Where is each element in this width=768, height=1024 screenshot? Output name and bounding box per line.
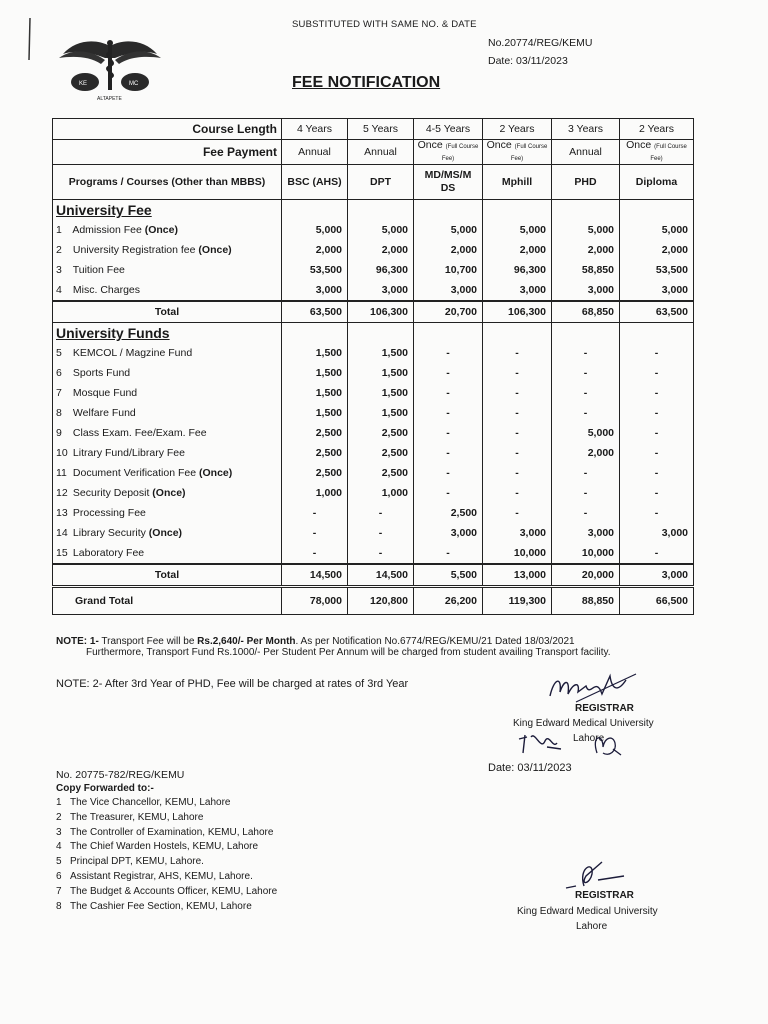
copy-forwarded-item (56, 900, 277, 915)
fee-row-suffix: (Once) (148, 527, 183, 539)
fee-value-cell: 5,000 (282, 220, 348, 240)
fee-value-cell: - (620, 423, 694, 443)
university-funds-total-value: 5,500 (414, 564, 483, 587)
fee-value-cell: 2,000 (483, 240, 552, 260)
university-fee-total-label: Total (53, 301, 282, 323)
fee-row-label: Litrary Fund/Library Fee (72, 447, 185, 459)
note-1-line-2: Furthermore, Transport Fund Rs.1000/- Per Student Per Annum will be charged from student availing Transport facility. (86, 647, 611, 658)
fee-row-label: Misc. Charges (72, 284, 141, 296)
fee-row-label: KEMCOL / Magzine Fund (72, 347, 193, 359)
fee-row (53, 383, 694, 403)
copy-forwarded-text: The Cashier Fee Section, KEMU, Lahore (70, 900, 252, 912)
fee-value-cell: - (552, 463, 620, 483)
copy-forwarded-text: The Chief Warden Hostels, KEMU, Lahore (70, 841, 259, 853)
fee-value-cell: 3,000 (348, 280, 414, 301)
note-2: NOTE: 2- After 3rd Year of PHD, Fee will be charged at rates of 3rd Year (56, 678, 409, 690)
fee-payment-label: Fee Payment (53, 140, 282, 165)
fee-row-label: Class Exam. Fee/Exam. Fee (72, 427, 207, 439)
program-name: Diploma (620, 165, 694, 200)
fee-value-cell: - (483, 343, 552, 363)
fee-value-cell: - (620, 503, 694, 523)
fee-payment-cell (620, 140, 694, 165)
program-name: Mphill (483, 165, 552, 200)
fee-value-cell: - (483, 363, 552, 383)
fee-row-suffix: (Once) (144, 224, 178, 236)
fee-row (53, 503, 694, 523)
fee-value-cell: - (348, 503, 414, 523)
fee-value-cell: - (483, 383, 552, 403)
fee-value-cell: 2,000 (552, 240, 620, 260)
fee-row (53, 220, 694, 240)
university-fee-total-value: 20,700 (414, 301, 483, 323)
fee-value-cell: - (552, 403, 620, 423)
fee-value-cell: 96,300 (348, 260, 414, 280)
copy-forwarded-number: 2 (56, 811, 62, 823)
registrar-title-1: REGISTRAR (575, 703, 634, 714)
university-fee-title-row (53, 200, 694, 221)
copy-forwarded-number: 7 (56, 885, 62, 897)
fee-value-cell: 3,000 (483, 280, 552, 301)
copy-forwarded-number: 6 (56, 870, 62, 882)
fee-value-cell: - (414, 423, 483, 443)
page-title: FEE NOTIFICATION (292, 74, 441, 91)
note-1-text-b: . As per Notification No.6774/REG/KEMU/21 Dated 18/03/2021 (295, 636, 575, 647)
course-length-cell: 2 Years (620, 119, 694, 140)
fee-value-cell: 1,500 (348, 343, 414, 363)
course-length-cell: 4-5 Years (414, 119, 483, 140)
university-funds-total-label: Total (53, 564, 282, 587)
fee-row (53, 483, 694, 503)
fee-value-cell: 1,000 (348, 483, 414, 503)
fee-label-cell (53, 220, 282, 240)
copy-forwarded-item (56, 796, 277, 811)
copy-forwarded-list (56, 796, 277, 914)
program-name: DPT (348, 165, 414, 200)
fee-value-cell: - (483, 443, 552, 463)
reference-date: Date: 03/11/2023 (488, 55, 568, 67)
fee-value-cell: 1,500 (348, 363, 414, 383)
fee-value-cell: 3,000 (483, 523, 552, 543)
fee-value-cell: 2,000 (282, 240, 348, 260)
fee-value-cell: - (282, 503, 348, 523)
copy-forwarded-number: 4 (56, 841, 62, 853)
university-funds-total-value: 14,500 (348, 564, 414, 587)
registrar-city-2: Lahore (576, 921, 608, 932)
grand-total-value: 119,300 (483, 587, 552, 615)
fee-value-cell: 53,500 (620, 260, 694, 280)
fee-value-cell: 3,000 (552, 523, 620, 543)
fee-value-cell: 5,000 (483, 220, 552, 240)
fee-value-cell: 2,500 (282, 443, 348, 463)
fee-value-cell: - (282, 543, 348, 564)
fee-row (53, 543, 694, 564)
fee-value-cell: - (620, 403, 694, 423)
fee-row-number: 13 (56, 507, 68, 519)
fee-label-cell (53, 240, 282, 260)
registrar-city-1: Lahore (573, 733, 605, 744)
fee-row-number: 3 (56, 264, 62, 276)
fee-value-cell: 1,500 (282, 383, 348, 403)
fee-value-cell: 3,000 (620, 280, 694, 301)
course-length-cell: 4 Years (282, 119, 348, 140)
fee-value-cell: 2,500 (414, 503, 483, 523)
university-funds-title: University Funds (56, 325, 170, 341)
fee-row-label: Tuition Fee (72, 264, 125, 276)
fee-payment-value: Once (486, 139, 512, 151)
fee-row-label: Laboratory Fee (72, 547, 145, 559)
forward-number: No. 20775-782/REG/KEMU (56, 769, 185, 781)
svg-text:MC: MC (129, 81, 139, 87)
university-funds-total-value: 20,000 (552, 564, 620, 587)
note-1 (56, 636, 575, 647)
fee-row (53, 403, 694, 423)
fee-value-cell: - (483, 463, 552, 483)
copy-forwarded-item (56, 855, 277, 870)
fee-row-label: Library Security (72, 527, 146, 539)
fee-value-cell: 1,500 (282, 343, 348, 363)
fee-row-number: 6 (56, 367, 62, 379)
fee-row-label: Sports Fund (72, 367, 131, 379)
fee-value-cell: 2,500 (348, 423, 414, 443)
fee-value-cell: - (414, 483, 483, 503)
programs-label: Programs / Courses (Other than MBBS) (53, 165, 282, 200)
fee-value-cell: - (620, 443, 694, 463)
university-fee-total-value: 63,500 (282, 301, 348, 323)
fee-value-cell: 5,000 (348, 220, 414, 240)
registrar-university-1: King Edward Medical University (513, 718, 654, 729)
university-fee-total-value: 63,500 (620, 301, 694, 323)
fee-payment-cell: Annual (552, 140, 620, 165)
fee-row-suffix: (Once) (199, 467, 233, 479)
fee-payment-note: (Full Course Fee) (441, 144, 479, 162)
course-length-row (53, 119, 694, 140)
fee-row-number: 10 (56, 447, 68, 459)
fee-row (53, 363, 694, 383)
note-1-transport-fee: Rs.2,640/- Per Month (197, 636, 296, 647)
university-funds-total-value: 13,000 (483, 564, 552, 587)
copy-forwarded-text: The Treasurer, KEMU, Lahore (70, 811, 204, 823)
fee-value-cell: - (414, 363, 483, 383)
fee-value-cell: 10,000 (552, 543, 620, 564)
course-length-label: Course Length (53, 119, 282, 140)
copy-forwarded-item (56, 826, 277, 841)
fee-row-label: Document Verification Fee (72, 467, 197, 479)
copy-forwarded-text: The Budget & Accounts Officer, KEMU, Lahore (70, 885, 278, 897)
fee-value-cell: 3,000 (620, 523, 694, 543)
substituted-note: SUBSTITUTED WITH SAME NO. & DATE (292, 19, 477, 30)
grand-total (53, 587, 694, 615)
fee-value-cell: 2,000 (414, 240, 483, 260)
copy-forwarded-item (56, 885, 277, 900)
fee-value-cell: - (552, 363, 620, 383)
fee-payment-cell (414, 140, 483, 165)
fee-value-cell: 10,700 (414, 260, 483, 280)
fee-row-number: 8 (56, 407, 62, 419)
copy-forwarded-item (56, 811, 277, 826)
fee-value-cell: 2,500 (282, 423, 348, 443)
fee-value-cell: 5,000 (620, 220, 694, 240)
fee-label-cell (53, 383, 282, 403)
fee-row-label: Security Deposit (72, 487, 150, 499)
university-fee-total-value: 106,300 (348, 301, 414, 323)
fee-value-cell: - (414, 383, 483, 403)
university-crest-logo (55, 32, 165, 102)
fee-row-number: 2 (56, 244, 62, 256)
fee-payment-note: (Full Course Fee) (510, 144, 548, 162)
course-length-cell: 2 Years (483, 119, 552, 140)
copy-forwarded-number: 5 (56, 856, 62, 868)
fee-value-cell: - (620, 463, 694, 483)
copy-forwarded-number: 3 (56, 826, 62, 838)
copy-forwarded-label: Copy Forwarded to:- (56, 783, 154, 794)
fee-value-cell: 2,000 (552, 443, 620, 463)
fee-value-cell: 58,850 (552, 260, 620, 280)
university-funds-total (53, 564, 694, 587)
fee-row (53, 343, 694, 363)
fee-value-cell: 1,500 (348, 403, 414, 423)
university-fee-total-value: 106,300 (483, 301, 552, 323)
fee-value-cell: - (552, 343, 620, 363)
fee-row-number: 11 (56, 467, 67, 479)
fee-value-cell: 53,500 (282, 260, 348, 280)
university-fee-total (53, 301, 694, 323)
fee-value-cell: 10,000 (483, 543, 552, 564)
fee-row-number: 14 (56, 527, 68, 539)
crest-motto: ALTAPETE (97, 96, 122, 102)
fee-value-cell: - (620, 383, 694, 403)
copy-forwarded-item (56, 870, 277, 885)
fee-value-cell: 5,000 (414, 220, 483, 240)
fee-label-cell (53, 363, 282, 383)
grand-total-value: 88,850 (552, 587, 620, 615)
grand-total-label: Grand Total (53, 587, 282, 615)
fee-label-cell (53, 503, 282, 523)
fee-row (53, 260, 694, 280)
fee-value-cell: 3,000 (414, 523, 483, 543)
fee-row-label: Processing Fee (72, 507, 146, 519)
fee-label-cell (53, 483, 282, 503)
fee-value-cell: - (620, 343, 694, 363)
fee-value-cell: 2,500 (348, 443, 414, 463)
fee-row-suffix: (Once) (152, 487, 186, 499)
fee-value-cell: 2,500 (282, 463, 348, 483)
fee-value-cell: - (414, 543, 483, 564)
fee-value-cell: - (620, 543, 694, 564)
fee-row (53, 443, 694, 463)
forward-date: Date: 03/11/2023 (488, 762, 572, 774)
fee-payment-cell (483, 140, 552, 165)
fee-value-cell: - (414, 343, 483, 363)
fee-value-cell: - (620, 483, 694, 503)
fee-value-cell: - (483, 423, 552, 443)
fee-payment-row (53, 140, 694, 165)
program-name: PHD (552, 165, 620, 200)
copy-forwarded-text: Principal DPT, KEMU, Lahore. (70, 856, 204, 868)
fee-value-cell: 2,500 (348, 463, 414, 483)
course-length-cell: 3 Years (552, 119, 620, 140)
course-length-cell: 5 Years (348, 119, 414, 140)
grand-total-value: 26,200 (414, 587, 483, 615)
fee-value-cell: - (414, 463, 483, 483)
university-funds-title-row (53, 323, 694, 344)
copy-forwarded-text: The Controller of Examination, KEMU, Lahore (70, 826, 274, 838)
fee-label-cell (53, 343, 282, 363)
grand-total-value: 120,800 (348, 587, 414, 615)
fee-label-cell (53, 443, 282, 463)
note-1-prefix: NOTE: 1- (56, 636, 99, 647)
fee-row-label: Admission Fee (72, 224, 142, 236)
fee-value-cell: - (620, 363, 694, 383)
copy-forwarded-text: The Vice Chancellor, KEMU, Lahore (70, 797, 231, 808)
fee-payment-cell: Annual (348, 140, 414, 165)
fee-payment-value: Once (417, 139, 443, 151)
note-1-text-a: Transport Fee will be (98, 636, 198, 647)
fee-label-cell (53, 523, 282, 543)
fee-value-cell: 1,500 (348, 383, 414, 403)
reference-number: No.20774/REG/KEMU (488, 37, 593, 49)
fee-value-cell: 3,000 (552, 280, 620, 301)
university-fee-title: University Fee (56, 202, 152, 218)
fee-value-cell: 3,000 (282, 280, 348, 301)
fee-label-cell (53, 280, 282, 301)
copy-forwarded-number: 8 (56, 900, 62, 912)
fee-row-number: 5 (56, 347, 62, 359)
fee-value-cell: - (552, 503, 620, 523)
fee-value-cell: 2,000 (620, 240, 694, 260)
fee-value-cell: 2,000 (348, 240, 414, 260)
fee-row-number: 15 (56, 547, 68, 559)
university-fee-total-value: 68,850 (552, 301, 620, 323)
fee-row (53, 280, 694, 301)
fee-value-cell: 1,500 (282, 363, 348, 383)
grand-total-value: 66,500 (620, 587, 694, 615)
registrar-university-2: King Edward Medical University (517, 906, 658, 917)
copy-forwarded-text: Assistant Registrar, AHS, KEMU, Lahore. (70, 870, 253, 882)
fee-value-cell: - (483, 403, 552, 423)
fee-row (53, 463, 694, 483)
fee-value-cell: 1,500 (282, 403, 348, 423)
program-name: BSC (AHS) (282, 165, 348, 200)
university-funds-total-value: 3,000 (620, 564, 694, 587)
grand-total-value: 78,000 (282, 587, 348, 615)
fee-row-number: 1 (56, 224, 62, 236)
fee-value-cell: - (414, 443, 483, 463)
fee-row-label: Mosque Fund (72, 387, 138, 399)
copy-forwarded-number: 1 (56, 797, 62, 808)
fee-value-cell: - (483, 483, 552, 503)
fee-value-cell: 1,000 (282, 483, 348, 503)
fee-row (53, 523, 694, 543)
fee-payment-note: (Full Course Fee) (650, 144, 687, 162)
registrar-title-2: REGISTRAR (575, 890, 634, 901)
fee-label-cell (53, 543, 282, 564)
fee-value-cell: - (552, 483, 620, 503)
fee-row (53, 240, 694, 260)
fee-table (52, 118, 694, 615)
svg-text:KE: KE (79, 81, 88, 87)
registrar-signature (540, 668, 650, 708)
fee-row (53, 423, 694, 443)
fee-value-cell: 5,000 (552, 423, 620, 443)
fee-row-number: 7 (56, 387, 62, 399)
fee-label-cell (53, 260, 282, 280)
fee-row-label: Welfare Fund (72, 407, 136, 419)
fee-value-cell: - (348, 523, 414, 543)
fee-value-cell: - (552, 383, 620, 403)
fee-value-cell: 96,300 (483, 260, 552, 280)
fee-label-cell (53, 463, 282, 483)
program-name: MD/MS/M DS (414, 165, 483, 200)
fee-row-number: 12 (56, 487, 68, 499)
fee-value-cell: 5,000 (552, 220, 620, 240)
fee-value-cell: - (282, 523, 348, 543)
fee-row-label: University Registration fee (72, 244, 196, 256)
copy-forwarded-item (56, 840, 277, 855)
fee-row-number: 4 (56, 284, 62, 296)
fee-payment-value: Once (626, 139, 652, 151)
fee-label-cell (53, 403, 282, 423)
fee-value-cell: - (483, 503, 552, 523)
fee-value-cell: - (414, 403, 483, 423)
university-funds-total-value: 14,500 (282, 564, 348, 587)
fee-value-cell: - (348, 543, 414, 564)
fee-payment-cell: Annual (282, 140, 348, 165)
fee-row-suffix: (Once) (198, 244, 232, 256)
registrar-initials (517, 727, 637, 767)
fee-row-number: 9 (56, 427, 62, 439)
programs-row (53, 165, 694, 200)
fee-value-cell: 3,000 (414, 280, 483, 301)
margin-mark (28, 18, 32, 60)
fee-label-cell (53, 423, 282, 443)
